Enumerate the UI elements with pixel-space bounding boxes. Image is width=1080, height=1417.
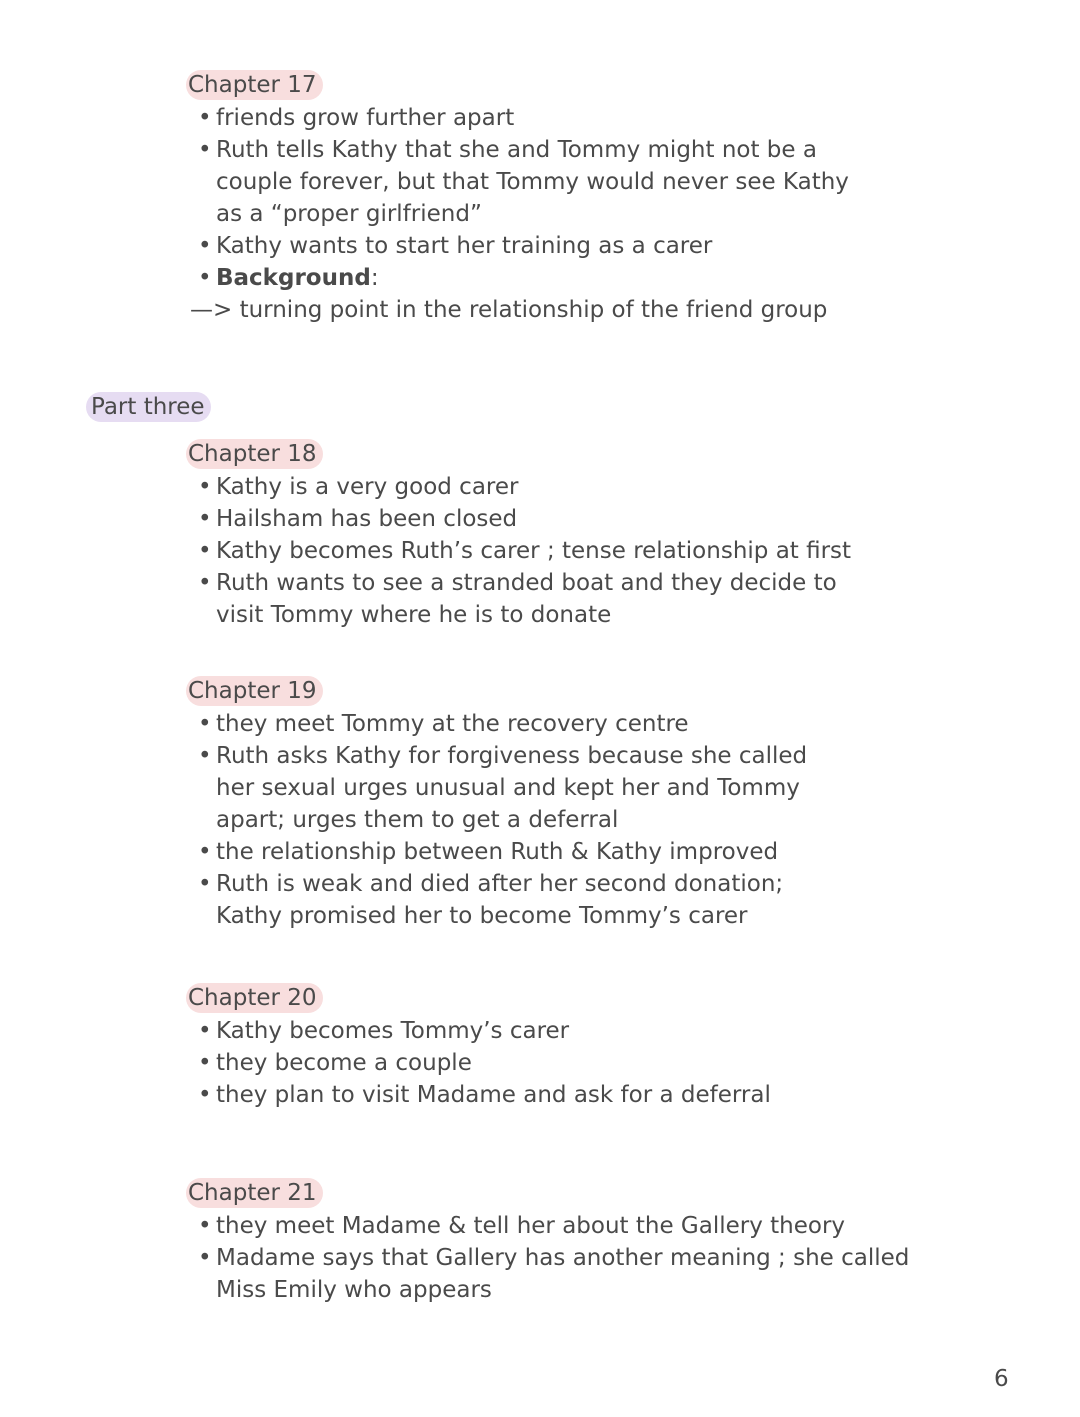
chapter-17-heading: Chapter 17: [186, 70, 323, 100]
list-item: • the relationship between Ruth & Kathy improved: [198, 839, 779, 865]
list-item: • they become a couple: [198, 1050, 472, 1076]
list-item: • Ruth asks Kathy for forgiveness because she called her sexual urges unusual and kept her and Tommy apart; urges them to get a deferral: [198, 743, 808, 833]
background-label: Background: [216, 265, 371, 291]
chapter-21-section: [188, 1178, 948, 1306]
list-item: • Kathy wants to start her training as a carer: [198, 233, 713, 259]
arrow-note: —> turning point in the relationship of the friend group: [190, 297, 828, 323]
list-item: • Madame says that Gallery has another meaning ; she called Miss Emily who appears: [198, 1245, 910, 1303]
chapter-21-list: [188, 1210, 948, 1306]
list-item: • Ruth tells Kathy that she and Tommy might not be a couple forever, but that Tommy would never see Kathy as a “proper girlfriend”: [198, 137, 849, 227]
chapter-18-section: [188, 439, 948, 631]
page-number: 6: [994, 1366, 1009, 1392]
list-item: • they meet Tommy at the recovery centre: [198, 711, 689, 737]
chapter-18-heading: Chapter 18: [186, 439, 323, 469]
list-item: • they plan to visit Madame and ask for a deferral: [198, 1082, 771, 1108]
list-item: • friends grow further apart: [198, 105, 515, 131]
part-three-heading: Part three: [86, 392, 211, 422]
list-item: • Ruth wants to see a stranded boat and they decide to visit Tommy where he is to donate: [198, 570, 837, 628]
chapter-19-section: [188, 676, 948, 932]
chapter-20-heading: Chapter 20: [186, 983, 323, 1013]
list-item: • Kathy becomes Ruth’s carer ; tense relationship at first: [198, 538, 852, 564]
chapter-19-heading: Chapter 19: [186, 676, 323, 706]
chapter-20-section: [188, 983, 948, 1111]
chapter-21-heading: Chapter 21: [186, 1178, 323, 1208]
chapter-17-section: [188, 70, 948, 326]
chapter-20-list: [188, 1015, 948, 1111]
list-item: • Kathy becomes Tommy’s carer: [198, 1018, 570, 1044]
list-item-background: • Background:: [198, 265, 379, 291]
chapter-19-list: [188, 708, 948, 932]
list-item: • Hailsham has been closed: [198, 506, 518, 532]
chapter-18-list: [188, 471, 948, 631]
list-item: • Ruth is weak and died after her second donation; Kathy promised her to become Tommy’s carer: [198, 871, 784, 929]
list-item: • they meet Madame & tell her about the Gallery theory: [198, 1213, 846, 1239]
list-item: • Kathy is a very good carer: [198, 474, 519, 500]
chapter-17-list: [188, 102, 948, 294]
